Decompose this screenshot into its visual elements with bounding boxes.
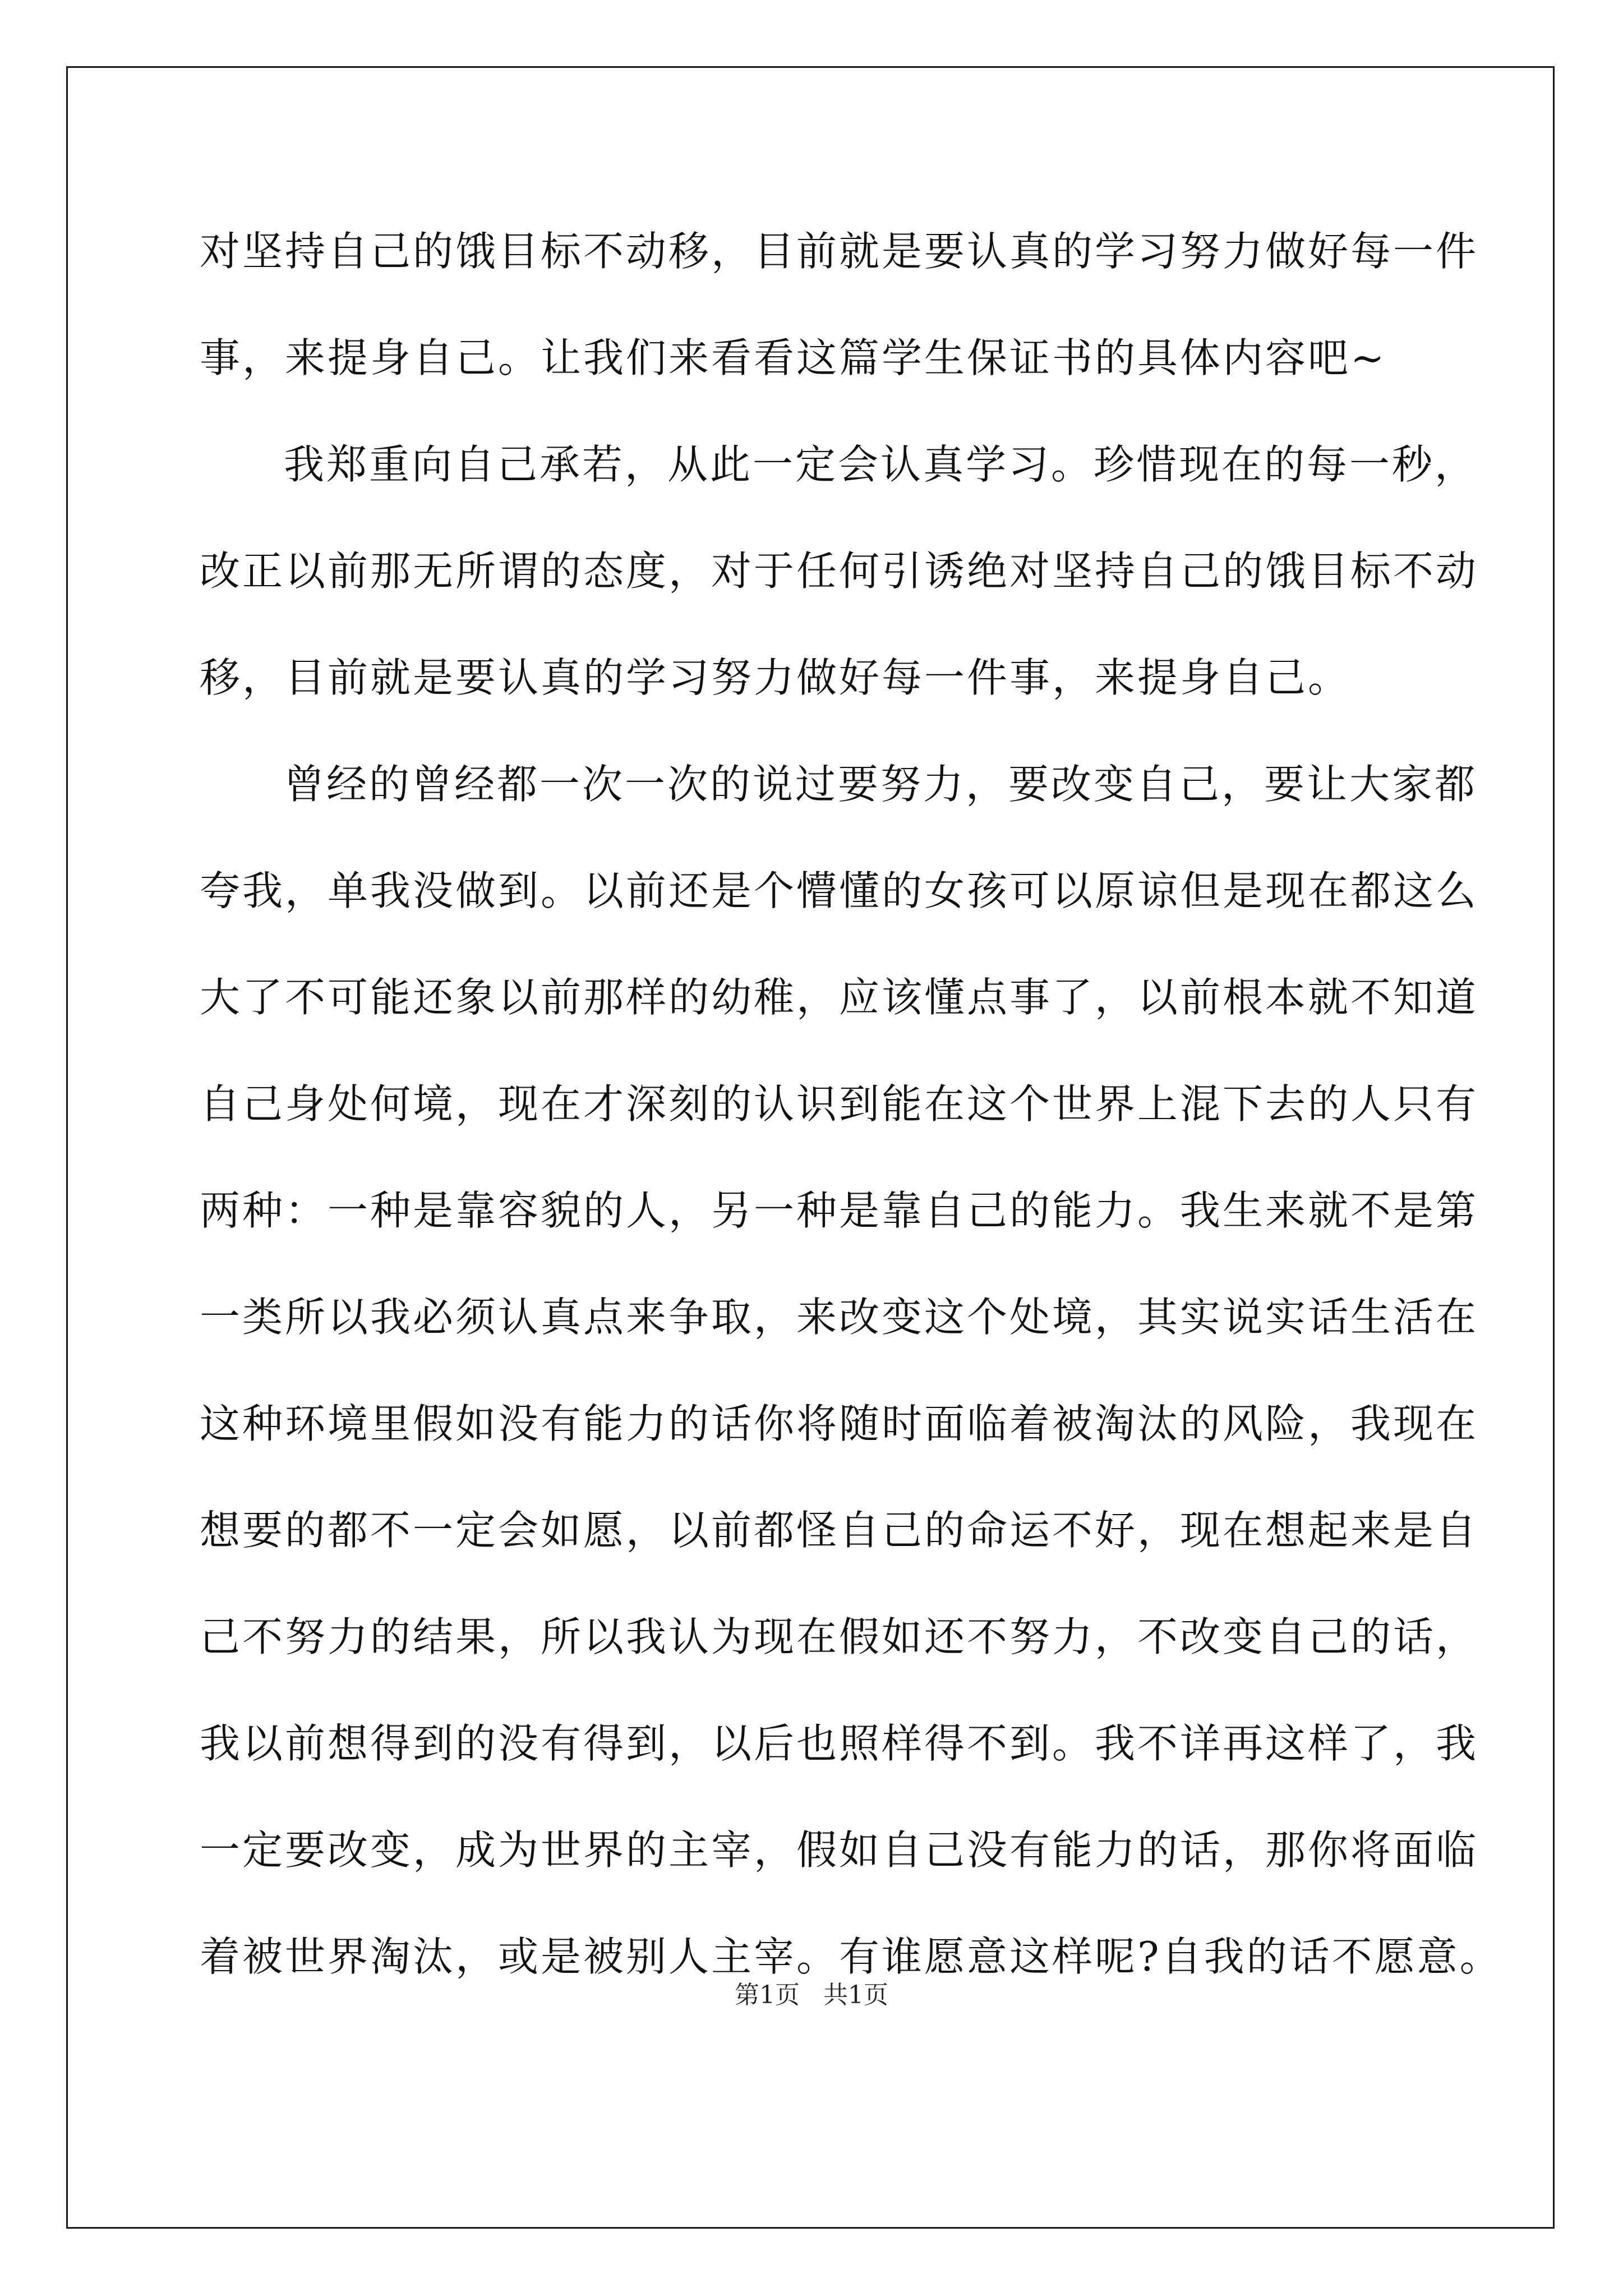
text-line: 着被世界淘汰，或是被别人主宰。有谁愿意这样呢?自我的话不愿意。 — [200, 1933, 1502, 1980]
text-line: 我以前想得到的没有得到，以后也照样得不到。我不详再这样了，我 — [200, 1720, 1479, 1767]
page-footer — [0, 1978, 1623, 2012]
text-line: 一类所以我必须认真点来争取，来改变这个处境，其实说实话生活在 — [200, 1294, 1479, 1341]
text-line: 这种环境里假如没有能力的话你将随时面临着被淘汰的风险，我现在 — [200, 1400, 1479, 1447]
text-line: 夸我，单我没做到。以前还是个懵懂的女孩可以原谅但是现在都这么 — [200, 867, 1479, 914]
document-body — [200, 223, 1502, 2035]
text-line: 事，来提身自己。让我们来看看这篇学生保证书的具体内容吧~ — [200, 334, 1387, 381]
text-line: 一定要改变，成为世界的主宰，假如自己没有能力的话，那你将面临 — [200, 1826, 1479, 1874]
text-line: 曾经的曾经都一次一次的说过要努力，要改变自己，要让大家都 — [284, 761, 1478, 808]
text-line: 对坚持自己的饿目标不动移，目前就是要认真的学习努力做好每一件 — [200, 228, 1479, 275]
text-line: 大了不可能还象以前那样的幼稚，应该懂点事了，以前根本就不知道 — [200, 974, 1479, 1021]
text-line: 想要的都不一定会如愿，以前都怪自己的命运不好，现在想起来是自 — [200, 1507, 1479, 1554]
text-line: 两种：一种是靠容貌的人，另一种是靠自己的能力。我生来就不是第 — [200, 1187, 1479, 1234]
text-line: 己不努力的结果，所以我认为现在假如还不努力，不改变自己的话， — [200, 1613, 1479, 1660]
page-number-total: 共1页 — [823, 1981, 888, 2009]
text-line: 我郑重向自己承若，从此一定会认真学习。珍惜现在的每一秒， — [284, 441, 1478, 488]
text-line: 自己身处何境，现在才深刻的认识到能在这个世界上混下去的人只有 — [200, 1080, 1479, 1128]
page-number-current: 第1页 — [735, 1981, 800, 2009]
text-line: 改正以前那无所谓的态度，对于任何引诱绝对坚持自己的饿目标不动 — [200, 547, 1479, 595]
text-line: 移，目前就是要认真的学习努力做好每一件事，来提身自己。 — [200, 654, 1351, 701]
